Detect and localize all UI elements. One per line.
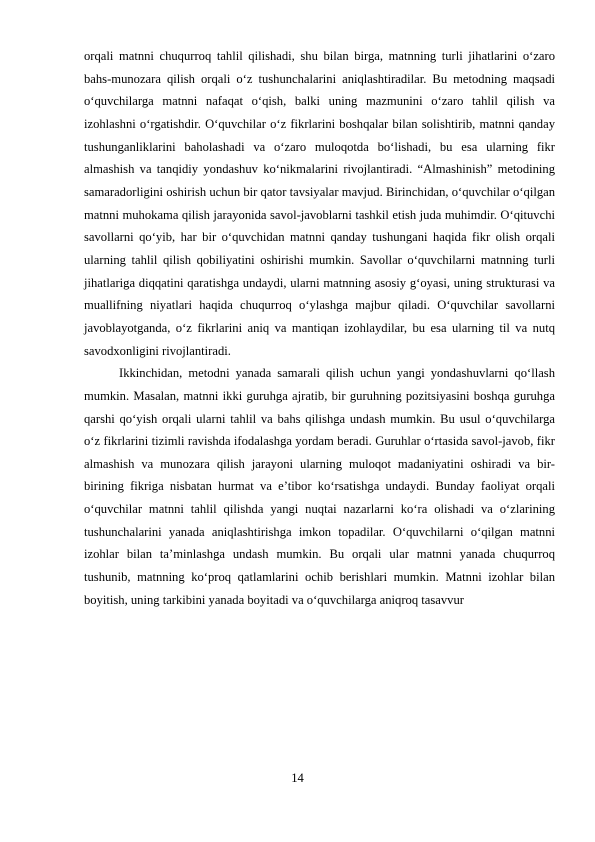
body-paragraph-1: orqali matnni chuqurroq tahlil qilishadi, shu bilan birga, matnning turli jihatlarini o‘zaro bahs-munozara qilish orqali o‘z tushunchalarini aniqlashtiradilar. Bu metodning maqsadi o‘quvchilarga matnni nafaqat o‘qish, balki uning mazmunini o‘zaro tahlil qilish va izohlashni o‘rgatishdir. O‘quvchilar o‘z fikrlarini boshqalar bilan solishtirib, matnni qanday tushunganliklarini baholashadi va o‘zaro muloqotda bo‘lishadi, bu esa ularning fikr almashish va tanqidiy yondashuv ko‘nikmalarini rivojlantiradi. “Almashinish” metodining samaradorligini oshirish uchun bir qator tavsiyalar mavjud. Birinchidan, o‘quvchilar o‘qilgan matnni muhokama qilish jarayonida savol-javoblarni tashkil etish juda muhimdir. O‘qituvchi savollarni qo‘yib, har bir o‘quvchidan matnni qanday tushungani haqida fikr olish orqali ularning tahlil qilish qobiliyatini oshirishi mumkin. Savollar o‘quvchilarni matnning turli jihatlariga diqqatini qaratishga undaydi, ularni matnning asosiy g‘oyasi, uning strukturasi va muallifning niyatlari haqida chuqurroq o‘ylashga majbur qiladi. O‘quvchilar savollarni javoblayotganda, o‘z fikrlarini aniq va mantiqan izohlaydilar, bu esa ularning til va nutq savodxonligini rivojlantiradi. bbox=[84, 49, 555, 358]
page-number: 14 bbox=[291, 771, 304, 785]
body-paragraph-2: Ikkinchidan, metodni yanada samarali qilish uchun yangi yondashuvlarni qo‘llash mumkin. Masalan, matnni ikki guruhga ajratib, bir guruhning pozitsiyasini boshqa guruhga qarshi qo‘yish orqali ularni tahlil va bahs qilishga undash mumkin. Bu usul o‘quvchilarga o‘z fikrlarini tizimli ravishda ifodalashga yordam beradi. Guruhlar o‘rtasida savol-javob, fikr almashish va munozara qilish jarayoni ularning muloqot madaniyatini oshiradi va bir-birining fikriga nisbatan hurmat va e’tibor ko‘rsatishga undaydi. Bunday faoliyat orqali o‘quvchilar matnni tahlil qilishda yangi nuqtai nazarlarni ko‘ra olishadi va o‘zlarining tushunchalarini yanada aniqlashtirishga imkon topadilar. O‘quvchilarni o‘qilgan matnni izohlar bilan ta’minlashga undash mumkin. Bu orqali ular matnni yanada chuqurroq tushunib, matnning ko‘proq qatlamlarini ochib berishlari mumkin. Matnni izohlar bilan boyitish, uning tarkibini yanada boyitadi va o‘quvchilarga aniqroq tasavvur bbox=[84, 366, 555, 607]
document-page bbox=[84, 45, 555, 611]
